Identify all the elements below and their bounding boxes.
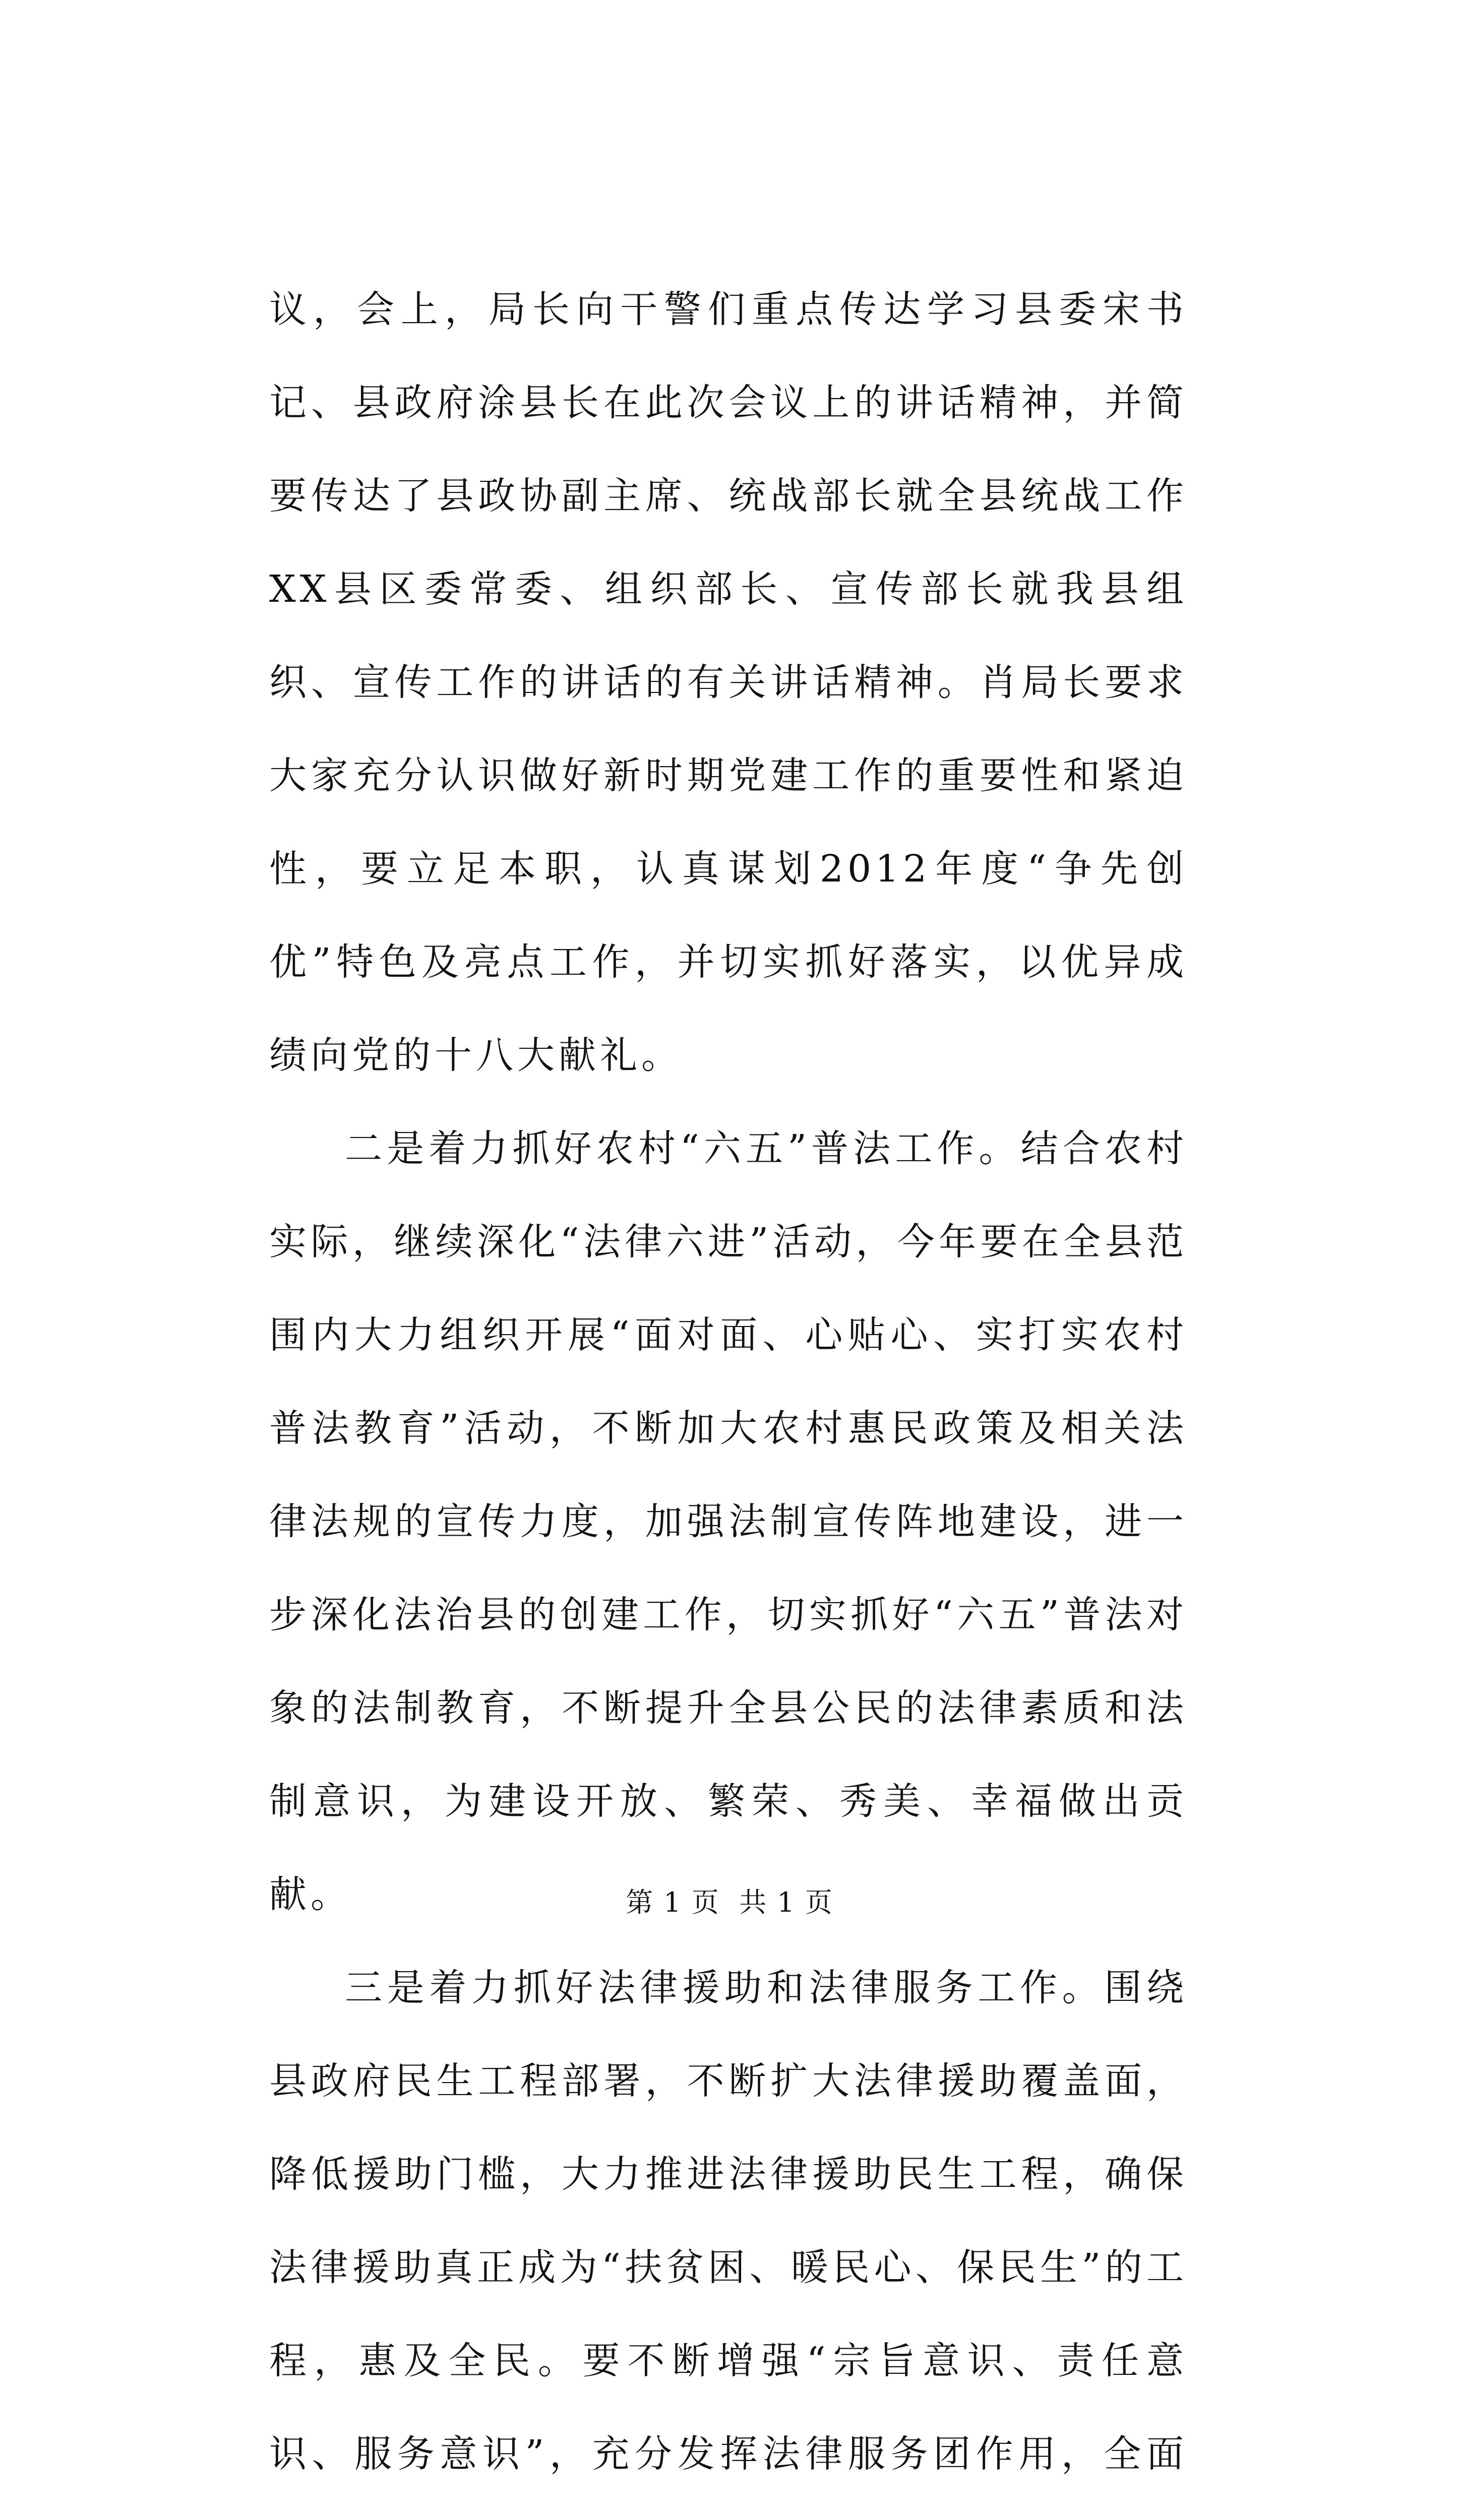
document-body: [269, 263, 1188, 2520]
page-number-label: 第 1 页 共 1 页: [626, 1886, 833, 1918]
paragraph-legal-aid-services: 三是着力抓好法律援助和法律服务工作。围绕县政府民生工程部署，不断扩大法律援助覆盖面，降低援助门槛，大力推进法律援助民生工程，确保法律援助真正成为“扶贫困、暖民心、保民生”的工程，惠及全民。要不断增强“宗旨意识、责任意识、服务意识”，充分发挥法律服务团作用，全面: [269, 1966, 1188, 2476]
paragraph-continuation: 议，会上，局长向干警们重点传达学习县委宋书记、县政府涂县长在此次会议上的讲话精神，并简要传达了县政协副主席、统战部长就全县统战工作XX县区委常委、组织部长、宣传部长就我县组织、宣传工作的讲话的有关讲话精神。肖局长要求大家充分认识做好新时期党建工作的重要性和紧迫性，要立足本职，认真谋划2012年度“争先创优”特色及亮点工作，并切实抓好落实，以优异成绩向党的十八大献礼。: [269, 288, 1188, 1077]
page-footer: [0, 1885, 1459, 1920]
paragraph-rural-legal-education: 二是着力抓好农村“六五”普法工作。结合农村实际，继续深化“法律六进”活动，今年要在全县范围内大力组织开展“面对面、心贴心、实打实农村普法教育”活动，不断加大农村惠民政策及相关法律法规的宣传力度，加强法制宣传阵地建设，进一步深化法治县的创建工作，切实抓好“六五”普法对象的法制教育，不断提升全县公民的法律素质和法制意识，为建设开放、繁荣、秀美、幸福做出贡献。: [269, 1127, 1188, 1916]
